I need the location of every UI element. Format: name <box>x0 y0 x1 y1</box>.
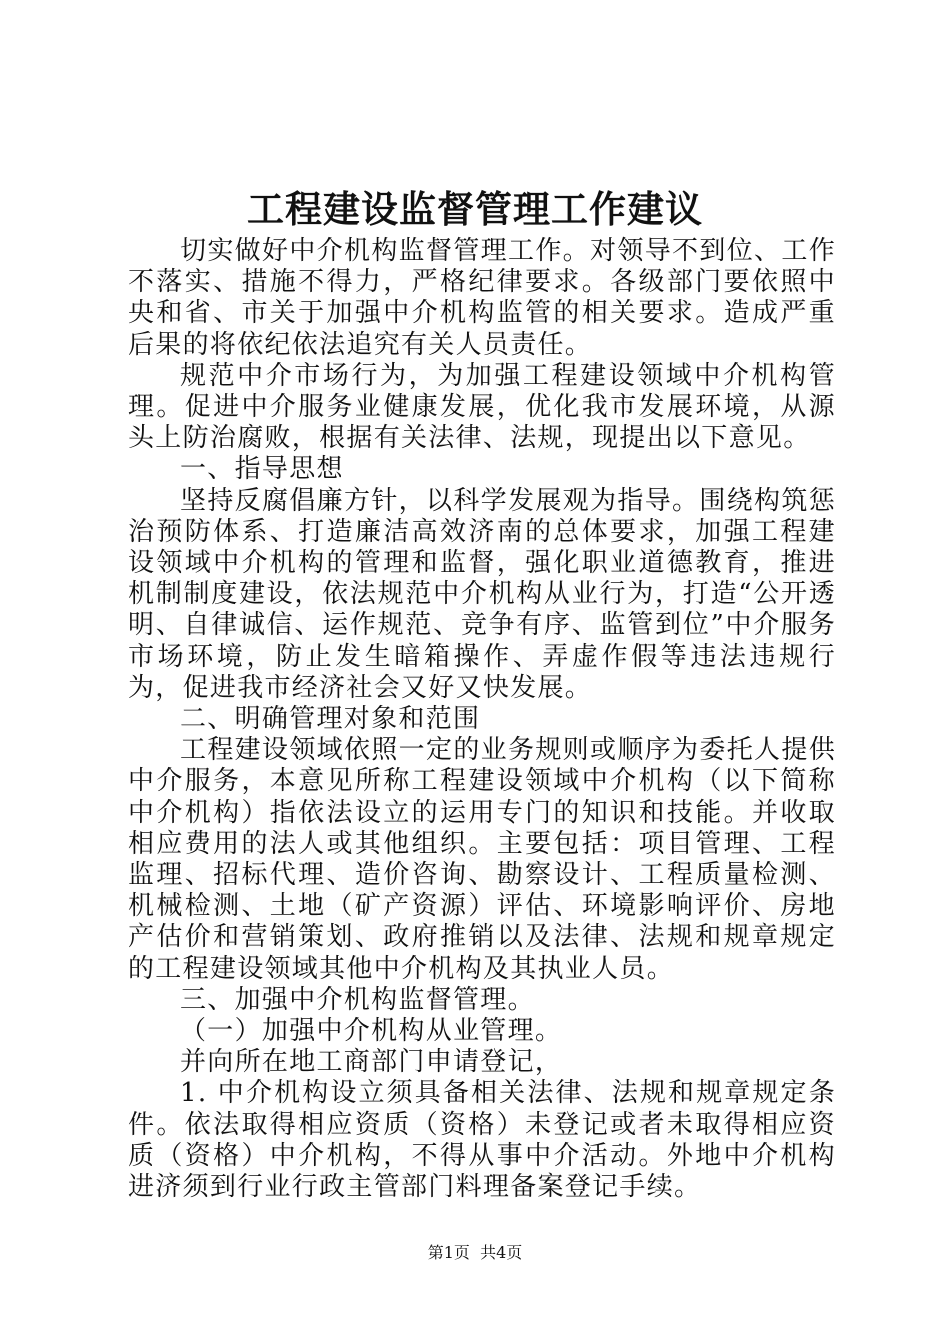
document-body <box>128 236 836 1203</box>
section-heading-scope: 二、明确管理对象和范围 <box>180 704 481 735</box>
page-total: 共4页 <box>480 1243 523 1262</box>
paragraph-intro: 切实做好中介机构监督管理工作。对领导不到位、工作不落实、措施不得力，严格纪律要求。各级部门要依照中央和省、市关于加强中介机构监管的相关要求。造成严重后果的将依纪依法追究有关人员责任。 <box>128 236 836 360</box>
paragraph-item-1: 1. 中介机构设立须具备相关法律、法规和规章规定条件。依法取得相应资质（资格）未登记或者未取得相应资质（资格）中介机构，不得从事中介活动。外地中介机构进济须到行业行政主管部门料理备案登记手续。 <box>128 1078 836 1203</box>
section-heading-guiding-thought: 一、指导思想 <box>180 454 344 485</box>
page-number: 第1页 <box>427 1243 470 1262</box>
page-footer <box>0 1243 950 1263</box>
paragraph-guiding-thought: 坚持反腐倡廉方针，以科学发展观为指导。围绕构筑惩治预防体系、打造廉洁高效济南的总体要求，加强工程建设领域中介机构的管理和监督，强化职业道德教育，推进机制制度建设，依法规范中介机构从业行为，打造“公开透明、自律诚信、运作规范、竞争有序、监管到位”中介服务市场环境，防止发生暗箱操作、弄虚作假等违法违规行为，促进我市经济社会又好又快发展。 <box>128 485 836 703</box>
section-heading-supervision: 三、加强中介机构监督管理。 <box>180 984 535 1015</box>
document-title: 工程建设监督管理工作建议 <box>247 187 703 231</box>
paragraph-purpose: 规范中介市场行为，为加强工程建设领域中介机构管理。促进中介服务业健康发展，优化我市发展环境，从源头上防治腐败，根据有关法律、法规，现提出以下意见。 <box>128 360 836 454</box>
paragraph-registration: 并向所在地工商部门申请登记， <box>180 1047 563 1078</box>
subsection-heading-practice: （一）加强中介机构从业管理。 <box>180 1016 563 1047</box>
paragraph-scope: 工程建设领域依照一定的业务规则或顺序为委托人提供中介服务，本意见所称工程建设领域中介机构（以下简称中介机构）指依法设立的运用专门的知识和技能。并收取相应费用的法人或其他组织。主要包括：项目管理、工程监理、招标代理、造价咨询、勘察设计、工程质量检测、机械检测、土地（矿产资源）评估、环境影响评价、房地产估价和营销策划、政府推销以及法律、法规和规章规定的工程建设领域其他中介机构及其执业人员。 <box>128 735 836 984</box>
